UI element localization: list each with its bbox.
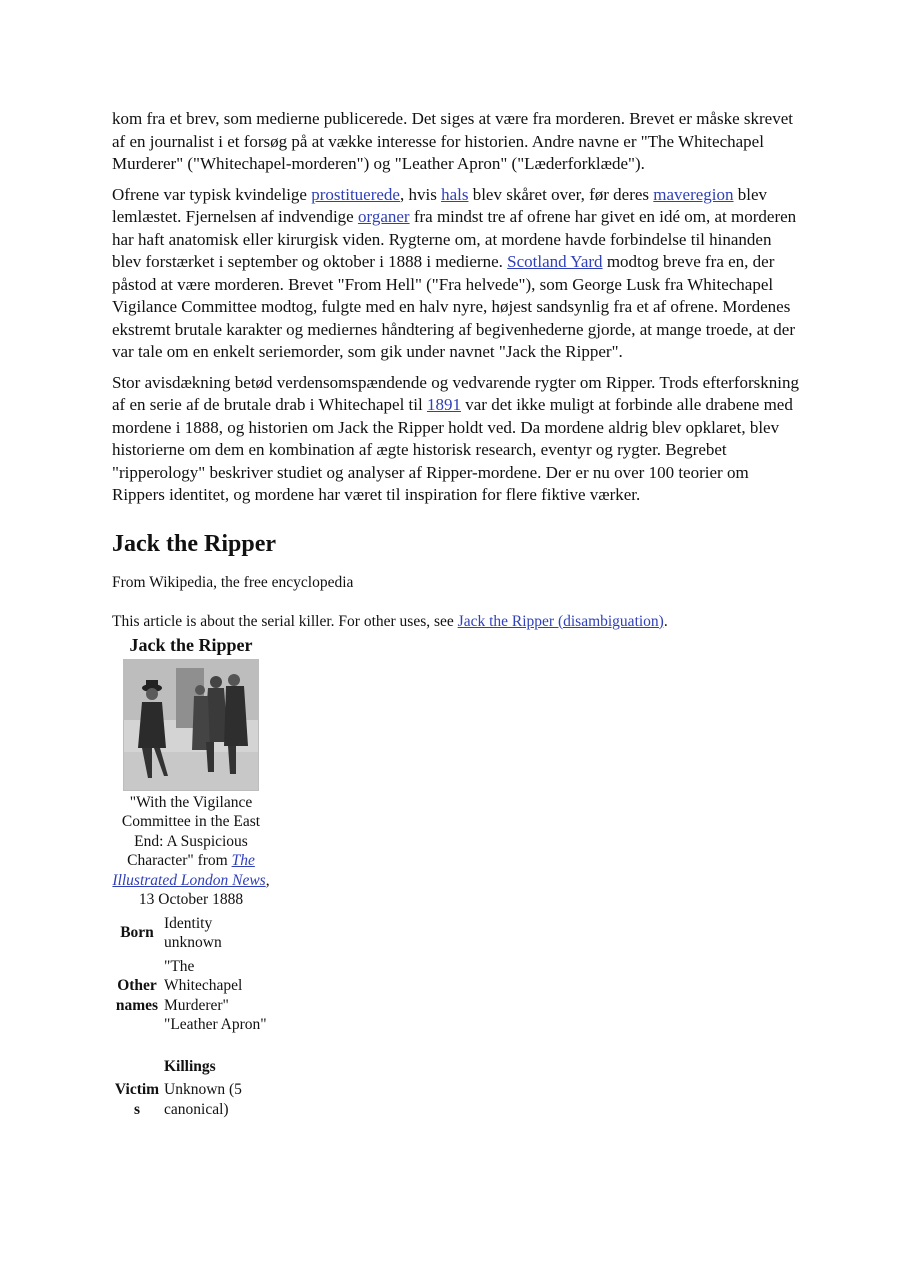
caption-text: "With the Vigilance Committee in the East End: A Suspicious Character" from <box>121 793 261 869</box>
infobox-caption <box>112 793 270 910</box>
caption-date: , 13 October 1888 <box>138 871 270 908</box>
paragraph-text: Stor avisdækning betød verdensomspændende og vedvarende rygter om Ripper. Trods efterforskning af en serie af de brutale drab i Whitechapel til <box>112 372 799 414</box>
hatnote-suffix: . <box>663 612 668 630</box>
infobox-label: Victims <box>114 1081 160 1118</box>
paragraph-text: blev skåret over, før deres <box>468 184 654 204</box>
paragraph-text: blev lemlæstet. Fjernelsen af indvendige <box>112 184 768 226</box>
infobox <box>112 633 270 1122</box>
inline-link[interactable]: maveregion <box>653 184 734 204</box>
inline-link[interactable]: prostituerede <box>311 184 400 204</box>
infobox-label: Other names <box>115 977 159 1014</box>
hatnote-text: This article is about the serial killer. For other uses, see <box>112 612 458 630</box>
inline-link[interactable]: organer <box>357 207 410 226</box>
infobox-label: Born <box>120 924 154 942</box>
caption-source-link[interactable]: The Illustrated London News <box>112 852 266 889</box>
paragraph-text: Ofrene var typisk kvindelige <box>112 184 312 204</box>
inline-link[interactable]: hals <box>441 184 469 204</box>
disambiguation-link[interactable]: Jack the Ripper (disambiguation) <box>457 612 664 630</box>
paragraph-2 <box>112 184 802 364</box>
paragraph-text: modtog breve fra en, der påstod at være morderen. Brevet "From Hell" ("Fra helvede"), som George Lusk fra Whitechapel Vigilance Committee modtog, fulgte med en halv nyre, højest sandsynlig fra et af ofrene. Mordenes ekstremt brutale karakter og mediernes håndtering af begivenhederne gjorde, at mange troede, at der var tale om en enkelt seriemorder, som gik under navnet "Jack the Ripper". <box>112 252 796 361</box>
infobox-table <box>112 912 270 1122</box>
paragraph-1 <box>112 108 802 176</box>
infobox-row-born <box>112 912 270 955</box>
inline-link[interactable]: Scotland Yard <box>507 252 603 271</box>
infobox-section-heading: Killings <box>164 1057 216 1075</box>
article-title: Jack the Ripper <box>112 530 276 557</box>
infobox-section-row <box>112 1037 270 1079</box>
engraving-illustration-icon <box>124 660 258 790</box>
infobox-row-other-names <box>112 955 270 1037</box>
paragraph-text: , hvis <box>399 184 442 204</box>
infobox-value: "The Whitechapel Murderer" "Leather Apron" <box>164 957 267 1033</box>
infobox-value: Unknown (5 canonical) <box>164 1081 242 1118</box>
infobox-title: Jack the Ripper <box>129 634 253 655</box>
inline-link[interactable]: 1891 <box>426 395 461 414</box>
infobox-image[interactable] <box>123 659 259 791</box>
paragraph-text: fra mindst tre af ofrene har givet en idé om, at morderen har haft anatomisk eller kirurgisk viden. Rygterne om, at mordene havde forbindelse til hinanden blev forstærket i september og oktober i 1888 i medierne. <box>112 207 797 271</box>
paragraph-3 <box>112 372 802 507</box>
infobox-row-victims <box>112 1078 270 1121</box>
hatnote <box>112 612 802 632</box>
page-content <box>112 108 802 1121</box>
infobox-value: Identity unknown <box>164 914 222 951</box>
article-subtitle: From Wikipedia, the free encyclopedia <box>112 573 354 591</box>
paragraph-text: kom fra et brev, som medierne publicerede. Det siges at være fra morderen. Brevet er måske skrevet af en journalist i et forsøg på at vække interesse for historien. Andre navne er "The Whitechapel Murderer" ("Whitechapel-morderen") og "Leather Apron" ("Læderforklæde"). <box>112 109 793 173</box>
paragraph-text: var det ikke muligt at forbinde alle drabene med mordene i 1888, og historien om Jack the Ripper holdt ved. Da mordene aldrig blev opklaret, blev historierne om dem en kombination af ægte historisk research, eventyr og rygter. Begrebet "ripperology" beskriver studiet og analyser af Ripper-mordene. Der er nu over 100 teorier om Rippers identitet, og mordene har været til inspiration for flere fiktive værker. <box>112 395 793 504</box>
